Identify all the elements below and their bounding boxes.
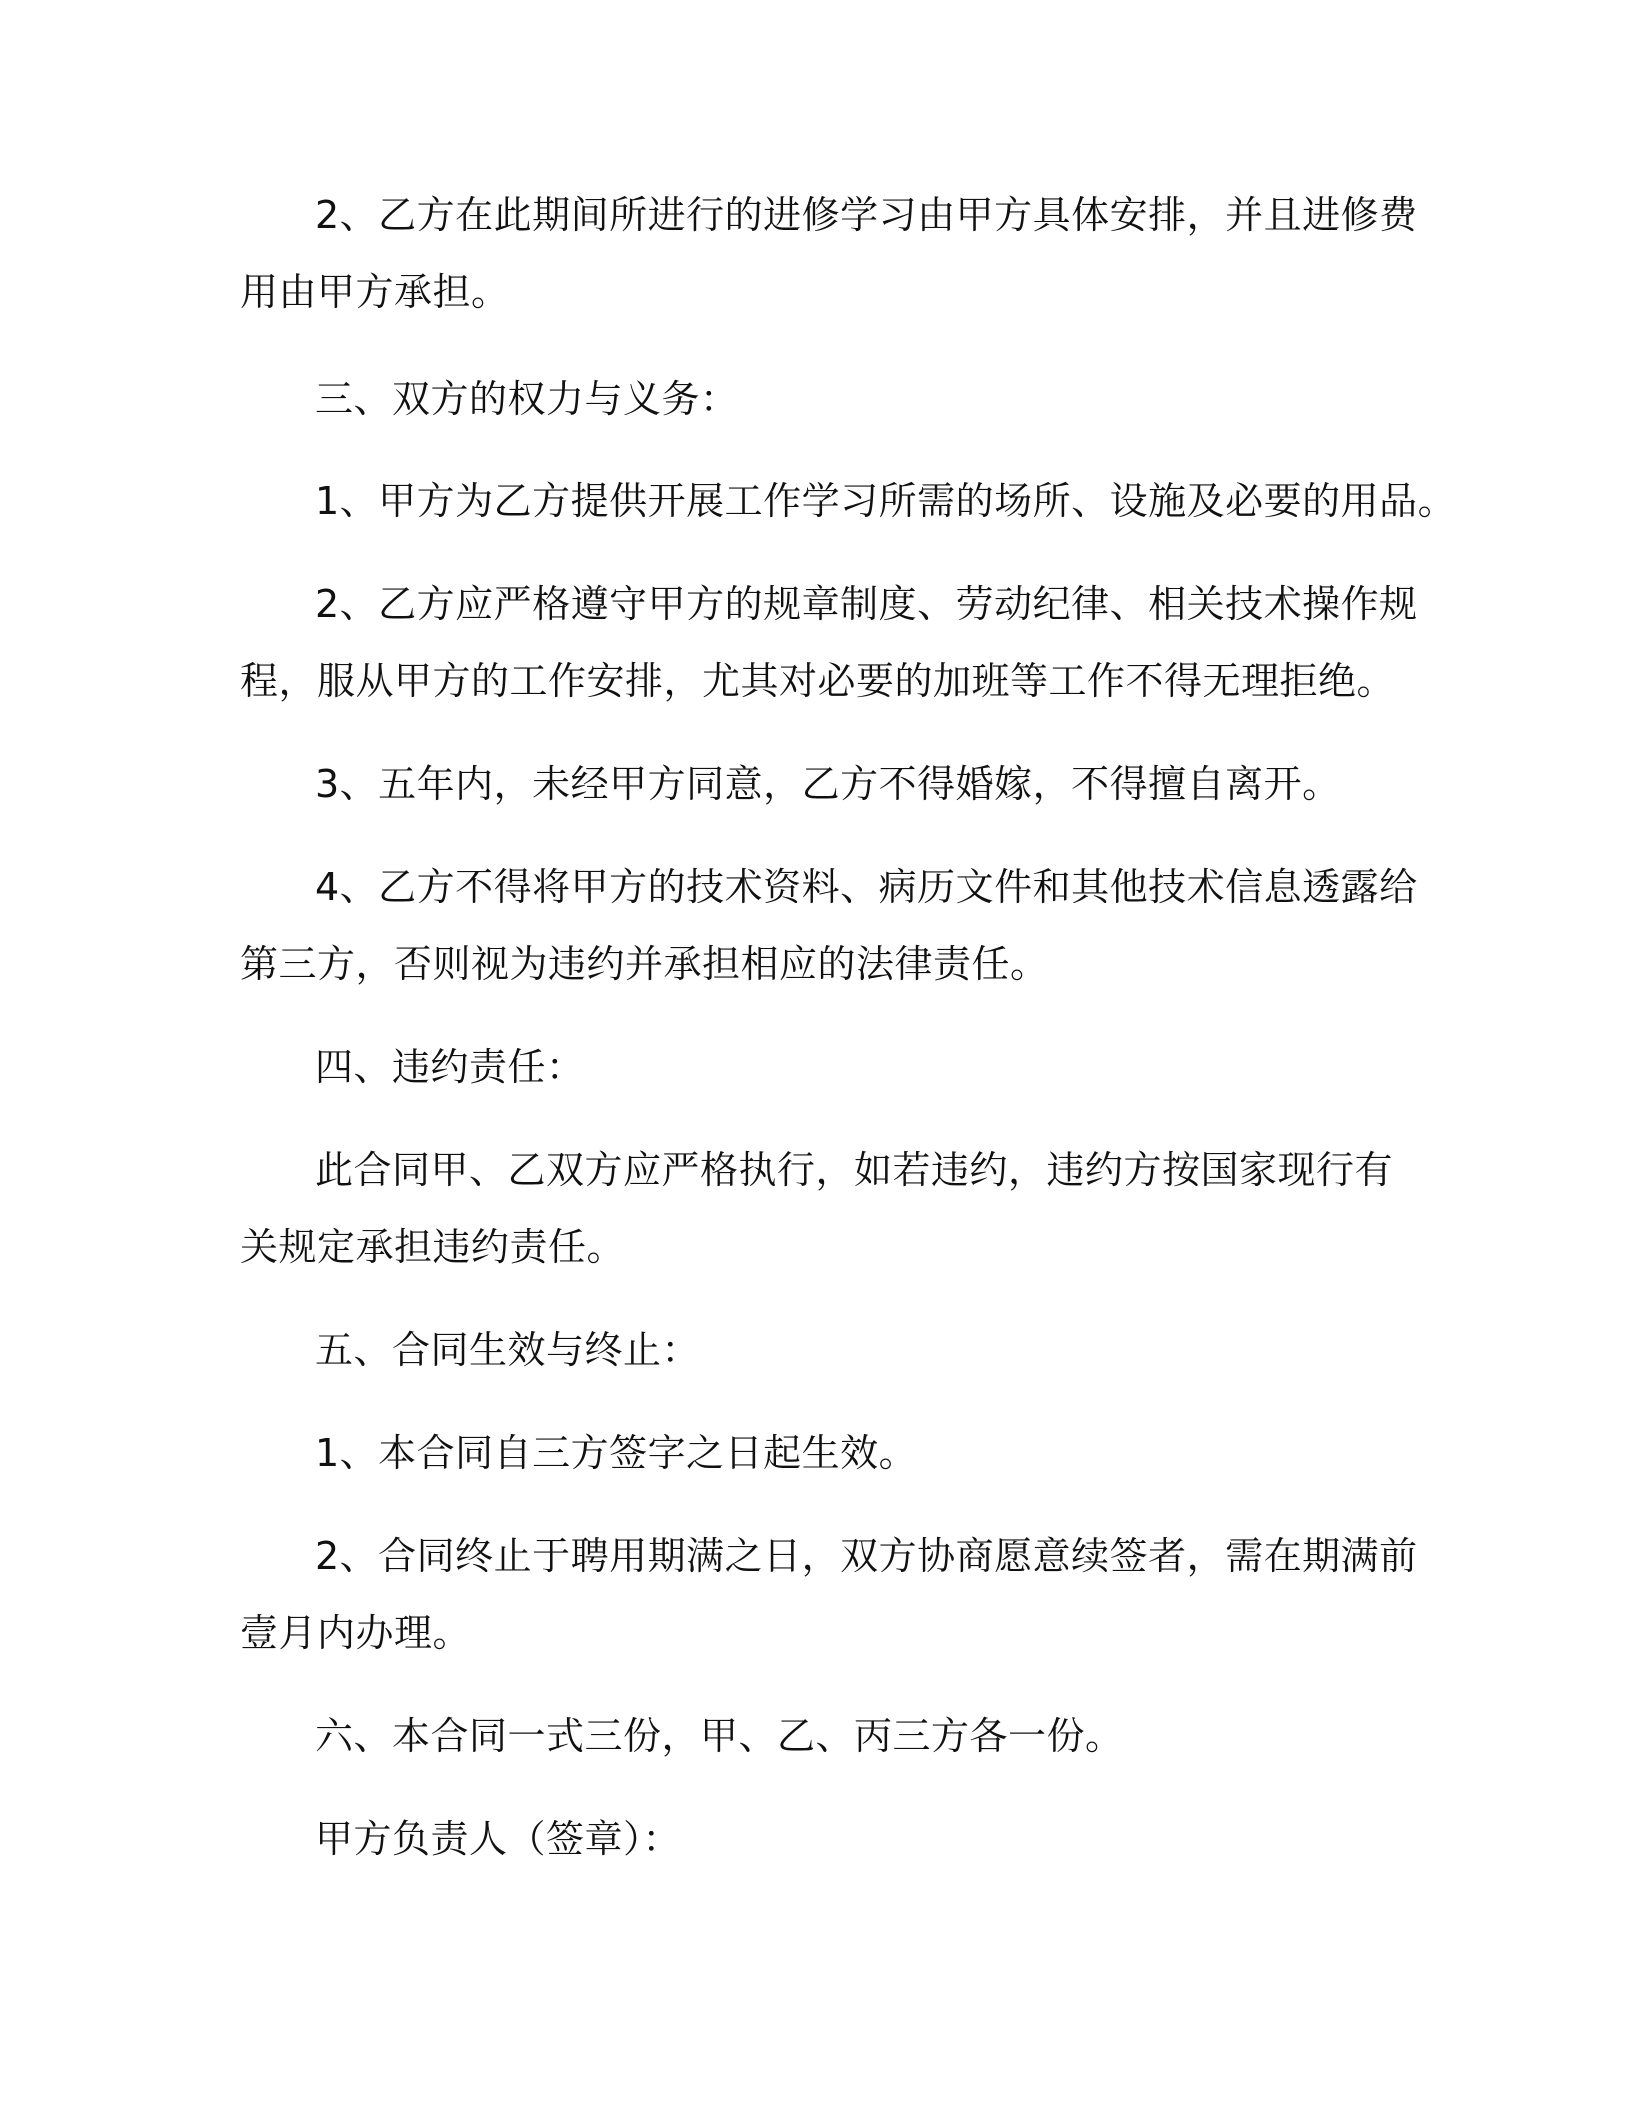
clause-3-2-line-2: 程，服从甲方的工作安排，尤其对必要的加班等工作不得无理拒绝。 [240, 659, 1396, 703]
clause-3-3-line-1: 3、五年内，未经甲方同意，乙方不得婚嫁，不得擅自离开。 [315, 762, 1341, 806]
clause-5-1-line-1: 1、本合同自三方签字之日起生效。 [315, 1431, 918, 1475]
clause-3-4-line-2: 第三方，否则视为违约并承担相应的法律责任。 [240, 942, 1049, 986]
clause-2-1-line-2: 用由甲方承担。 [240, 270, 510, 314]
clause-3-2-line-1: 2、乙方应严格遵守甲方的规章制度、劳动纪律、相关技术操作规 [315, 582, 1418, 626]
section-3-heading: 三、双方的权力与义务： [315, 377, 739, 421]
clause-4-body-line-2: 关规定承担违约责任。 [240, 1225, 626, 1269]
signature-party-a: 甲方负责人（签章）： [315, 1817, 682, 1861]
clause-5-2-line-2: 壹月内办理。 [240, 1611, 472, 1655]
section-4-heading: 四、违约责任： [315, 1045, 585, 1089]
clause-4-body-line-1: 此合同甲、乙双方应严格执行，如若违约，违约方按国家现行有 [315, 1148, 1394, 1192]
section-6-line-1: 六、本合同一式三份，甲、乙、丙三方各一份。 [315, 1714, 1124, 1758]
clause-2-1-line-1: 2、乙方在此期间所进行的进修学习由甲方具体安排，并且进修费 [315, 193, 1418, 237]
clause-5-2-line-1: 2、合同终止于聘用期满之日，双方协商愿意续签者，需在期满前 [315, 1534, 1418, 1578]
section-5-heading: 五、合同生效与终止： [315, 1328, 701, 1372]
clause-3-1-line-1: 1、甲方为乙方提供开展工作学习所需的场所、设施及必要的用品。 [315, 479, 1457, 523]
clause-3-4-line-1: 4、乙方不得将甲方的技术资料、病历文件和其他技术信息透露给 [315, 865, 1418, 909]
